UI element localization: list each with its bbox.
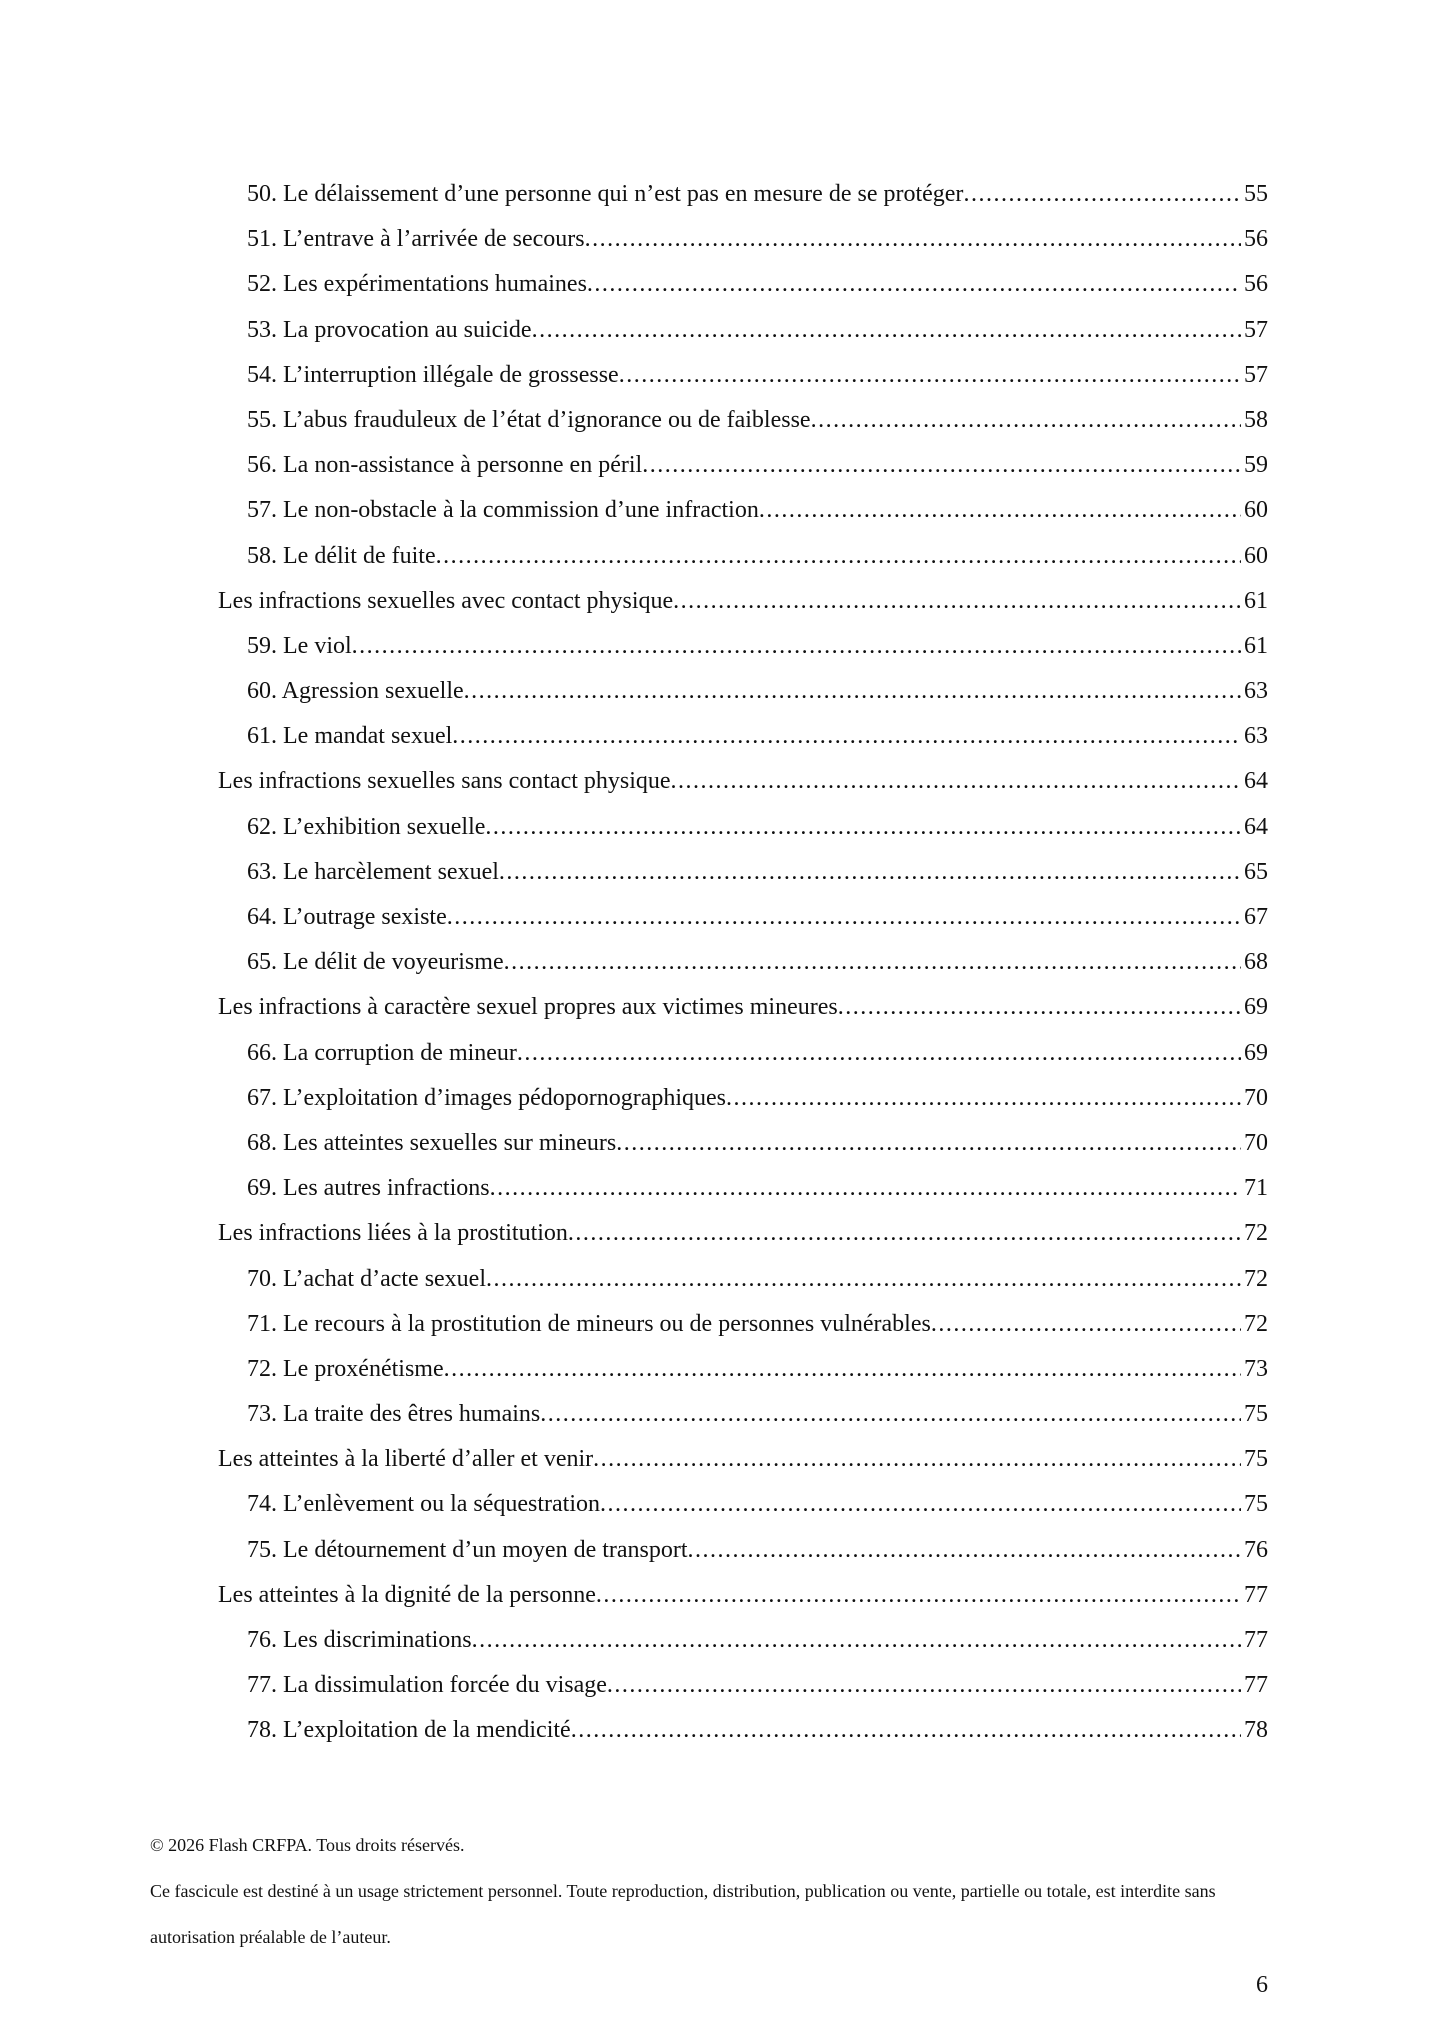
toc-section-header <box>150 588 1268 633</box>
toc-entry-label: Les infractions sexuelles avec contact physique <box>218 587 674 614</box>
toc-entry <box>150 859 1268 904</box>
dot-leader <box>688 1537 1241 1564</box>
toc-entry-page: 61 <box>1244 587 1268 614</box>
dot-leader <box>642 452 1241 479</box>
toc-entry-page: 58 <box>1244 406 1268 433</box>
dot-leader <box>759 497 1241 524</box>
dot-leader <box>540 1401 1241 1428</box>
toc-entry <box>150 723 1268 768</box>
toc-entry <box>150 1356 1268 1401</box>
dot-leader <box>485 814 1241 841</box>
toc-entry-label: 72. Le proxénétisme <box>247 1355 444 1382</box>
dot-leader <box>452 723 1241 750</box>
toc-entry <box>150 452 1268 497</box>
table-of-contents <box>150 181 1268 1763</box>
toc-entry-label: 55. L’abus frauduleux de l’état d’ignorance ou de faiblesse <box>247 406 811 433</box>
page-footer <box>150 1822 1268 1960</box>
toc-entry-page: 77 <box>1244 1581 1268 1608</box>
toc-entry <box>150 362 1268 407</box>
toc-entry <box>150 1040 1268 1085</box>
toc-entry-page: 78 <box>1244 1717 1268 1744</box>
toc-entry-label: 56. La non-assistance à personne en péril <box>247 452 643 479</box>
toc-entry-page: 65 <box>1244 858 1268 885</box>
toc-entry <box>150 1672 1268 1717</box>
toc-entry-label: Les infractions liées à la prostitution <box>218 1220 568 1247</box>
toc-entry-page: 57 <box>1244 361 1268 388</box>
toc-section-header <box>150 994 1268 1039</box>
toc-entry-label: 53. La provocation au suicide <box>247 316 532 343</box>
toc-entry <box>150 1491 1268 1536</box>
dot-leader <box>447 904 1241 931</box>
toc-entry-label: 59. Le viol <box>247 632 352 659</box>
toc-entry-page: 77 <box>1244 1627 1268 1653</box>
dot-leader <box>352 633 1241 660</box>
dot-leader <box>607 1672 1241 1699</box>
toc-entry-page: 69 <box>1244 1039 1268 1066</box>
toc-entry-label: Les infractions à caractère sexuel propres aux victimes mineures <box>218 994 838 1021</box>
toc-entry-page: 68 <box>1244 949 1268 976</box>
toc-entry-page: 57 <box>1244 316 1268 343</box>
dot-leader <box>517 1040 1241 1067</box>
toc-entry <box>150 633 1268 678</box>
toc-entry-label: 67. L’exploitation d’images pédopornographiques <box>247 1084 727 1111</box>
toc-entry <box>150 949 1268 994</box>
toc-entry <box>150 1627 1268 1672</box>
dot-leader <box>811 407 1241 434</box>
toc-entry-label: 77. La dissimulation forcée du visage <box>247 1672 607 1699</box>
toc-entry-label: 51. L’entrave à l’arrivée de secours <box>247 226 585 253</box>
toc-entry-page: 72 <box>1244 1265 1268 1292</box>
dot-leader <box>596 1582 1241 1609</box>
toc-entry <box>150 181 1268 226</box>
toc-entry-page: 75 <box>1244 1446 1268 1473</box>
toc-entry-page: 75 <box>1244 1491 1268 1518</box>
toc-entry-page: 64 <box>1244 768 1268 795</box>
toc-entry-label: Les atteintes à la dignité de la personne <box>218 1581 596 1608</box>
toc-entry-page: 71 <box>1244 1175 1268 1202</box>
toc-entry-label: 74. L’enlèvement ou la séquestration <box>247 1491 601 1518</box>
toc-entry-label: 70. L’achat d’acte sexuel <box>247 1265 487 1292</box>
toc-entry <box>150 1130 1268 1175</box>
toc-entry-page: 76 <box>1244 1536 1268 1563</box>
dot-leader <box>472 1627 1241 1654</box>
toc-entry <box>150 271 1268 316</box>
copyright-line: © 2026 Flash CRFPA. Tous droits réservés. <box>150 1835 465 1855</box>
toc-entry-page: 60 <box>1244 542 1268 569</box>
toc-entry <box>150 317 1268 362</box>
toc-entry <box>150 1537 1268 1582</box>
toc-entry-page: 69 <box>1244 994 1268 1021</box>
toc-entry-page: 73 <box>1244 1355 1268 1382</box>
toc-entry-label: 50. Le délaissement d’une personne qui n’est pas en mesure de se protéger <box>247 181 964 207</box>
dot-leader <box>490 1175 1241 1202</box>
toc-entry-label: Les atteintes à la liberté d’aller et venir <box>218 1446 594 1473</box>
toc-entry <box>150 904 1268 949</box>
dot-leader <box>593 1446 1241 1473</box>
toc-entry <box>150 1717 1268 1762</box>
toc-entry-label: 69. Les autres infractions <box>247 1175 490 1202</box>
toc-entry-page: 70 <box>1244 1129 1268 1156</box>
toc-entry <box>150 1085 1268 1130</box>
toc-entry-page: 56 <box>1244 226 1268 253</box>
toc-entry-label: 65. Le délit de voyeurisme <box>247 949 504 976</box>
toc-section-header <box>150 768 1268 813</box>
toc-entry-label: 71. Le recours à la prostitution de mineurs ou de personnes vulnérables <box>247 1310 931 1337</box>
toc-entry-page: 63 <box>1244 678 1268 705</box>
toc-entry-page: 56 <box>1244 271 1268 298</box>
toc-entry-label: 78. L’exploitation de la mendicité <box>247 1717 571 1744</box>
toc-entry-page: 55 <box>1244 181 1268 207</box>
toc-entry-label: 62. L’exhibition sexuelle <box>247 813 486 840</box>
toc-section-header <box>150 1582 1268 1627</box>
dot-leader <box>671 768 1241 795</box>
toc-section-header <box>150 1220 1268 1265</box>
toc-entry-label: 57. Le non-obstacle à la commission d’une infraction <box>247 497 759 524</box>
dot-leader <box>444 1356 1241 1383</box>
toc-entry-label: 76. Les discriminations <box>247 1627 472 1653</box>
dot-leader <box>963 181 1241 208</box>
toc-section-header <box>150 1446 1268 1491</box>
dot-leader <box>585 226 1241 253</box>
toc-entry-label: 66. La corruption de mineur <box>247 1039 517 1066</box>
toc-entry-label: 63. Le harcèlement sexuel <box>247 858 499 885</box>
dot-leader <box>499 859 1241 886</box>
toc-entry <box>150 543 1268 588</box>
dot-leader <box>436 543 1241 570</box>
toc-entry-page: 59 <box>1244 452 1268 479</box>
toc-entry-label: 73. La traite des êtres humains <box>247 1401 541 1428</box>
dot-leader <box>571 1717 1241 1744</box>
toc-entry-page: 72 <box>1244 1220 1268 1247</box>
toc-entry-page: 75 <box>1244 1401 1268 1428</box>
toc-entry-label: 60. Agression sexuelle <box>247 678 464 705</box>
dot-leader <box>673 588 1241 615</box>
toc-entry <box>150 226 1268 271</box>
toc-entry <box>150 497 1268 542</box>
toc-entry <box>150 407 1268 452</box>
dot-leader <box>504 949 1241 976</box>
toc-entry-page: 60 <box>1244 497 1268 524</box>
dot-leader <box>600 1491 1241 1518</box>
toc-entry-page: 72 <box>1244 1310 1268 1337</box>
dot-leader <box>486 1266 1241 1293</box>
toc-entry-page: 67 <box>1244 904 1268 930</box>
toc-entry-label: 52. Les expérimentations humaines <box>247 271 587 298</box>
toc-entry-page: 70 <box>1244 1084 1268 1111</box>
toc-entry <box>150 1266 1268 1311</box>
toc-entry-label: 54. L’interruption illégale de grossesse <box>247 361 619 388</box>
dot-leader <box>619 362 1241 389</box>
toc-entry <box>150 678 1268 723</box>
toc-entry-page: 61 <box>1244 632 1268 659</box>
dot-leader <box>464 678 1241 705</box>
toc-entry-label: 68. Les atteintes sexuelles sur mineurs <box>247 1129 617 1156</box>
toc-entry-label: 64. L’outrage sexiste <box>247 904 447 930</box>
legal-notice: Ce fascicule est destiné à un usage strictement personnel. Toute reproduction, distribution, publication ou vente, partielle ou totale, est interdite sans autorisation préalable de l’auteur. <box>150 1881 1216 1947</box>
toc-entry <box>150 814 1268 859</box>
toc-entry <box>150 1175 1268 1220</box>
toc-entry <box>150 1401 1268 1446</box>
dot-leader <box>568 1220 1241 1247</box>
dot-leader <box>838 994 1241 1021</box>
dot-leader <box>931 1311 1241 1338</box>
toc-entry-page: 77 <box>1244 1672 1268 1699</box>
dot-leader <box>616 1130 1241 1157</box>
toc-entry-label: 58. Le délit de fuite <box>247 542 436 569</box>
page-number: 6 <box>1256 1972 1268 1998</box>
toc-entry-label: 61. Le mandat sexuel <box>247 723 453 750</box>
toc-entry-label: 75. Le détournement d’un moyen de transport <box>247 1536 688 1563</box>
dot-leader <box>726 1085 1241 1112</box>
toc-entry-label: Les infractions sexuelles sans contact physique <box>218 768 671 795</box>
toc-entry-page: 64 <box>1244 813 1268 840</box>
dot-leader <box>587 271 1241 298</box>
toc-entry-page: 63 <box>1244 723 1268 750</box>
toc-entry <box>150 1311 1268 1356</box>
dot-leader <box>532 317 1241 344</box>
